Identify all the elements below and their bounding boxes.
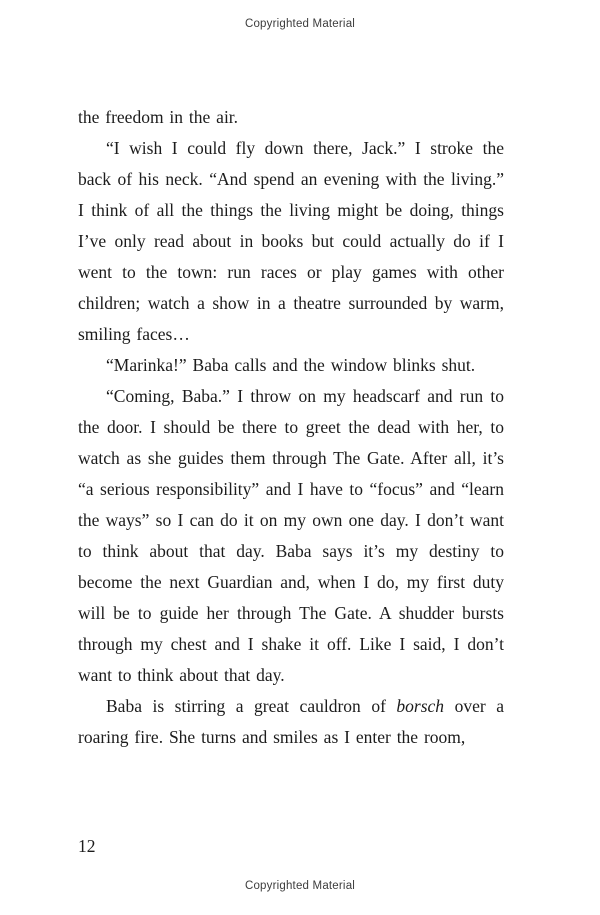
italic-word: borsch xyxy=(396,696,445,716)
paragraph: “Coming, Baba.” I throw on my headscarf and run to the door. I should be there to greet the dead with her, to watch as she guides them through The Gate. After all, it’s “a serious responsibility” and I have to “focus” and “learn the ways” so I can do it on my own one day. I don’t want to think about that day. Baba says it’s my destiny to become the next Guardian and, when I do, my first duty will be to guide her through The Gate. A shudder bursts through my chest and I shake it off. Like I said, I don’t want to think about that day. xyxy=(78,386,504,685)
copyright-notice-bottom: Copyrighted Material xyxy=(244,880,356,892)
paragraph: “Marinka!” Baba calls and the window blinks shut. xyxy=(106,355,476,375)
paragraph-text: over a roaring fire. She turns and smiles as I enter the room, xyxy=(78,696,504,747)
page-number: 12 xyxy=(78,836,96,856)
paragraph: “I wish I could fly down there, Jack.” I stroke the back of his neck. “And spend an evening with the living.” I think of all the things the living might be doing, things I’ve only read about in books but could actually do if I went to the town: run races or play games with other children; watch a show in a theatre surrounded by warm, smiling faces… xyxy=(78,138,504,344)
paragraph-continuation: the freedom in the air. xyxy=(78,107,239,127)
paragraph-text: Baba is stirring a great cauldron of xyxy=(106,696,397,716)
paragraph xyxy=(78,691,504,753)
copyright-notice-top: Copyrighted Material xyxy=(244,18,356,30)
page-text xyxy=(78,102,504,753)
